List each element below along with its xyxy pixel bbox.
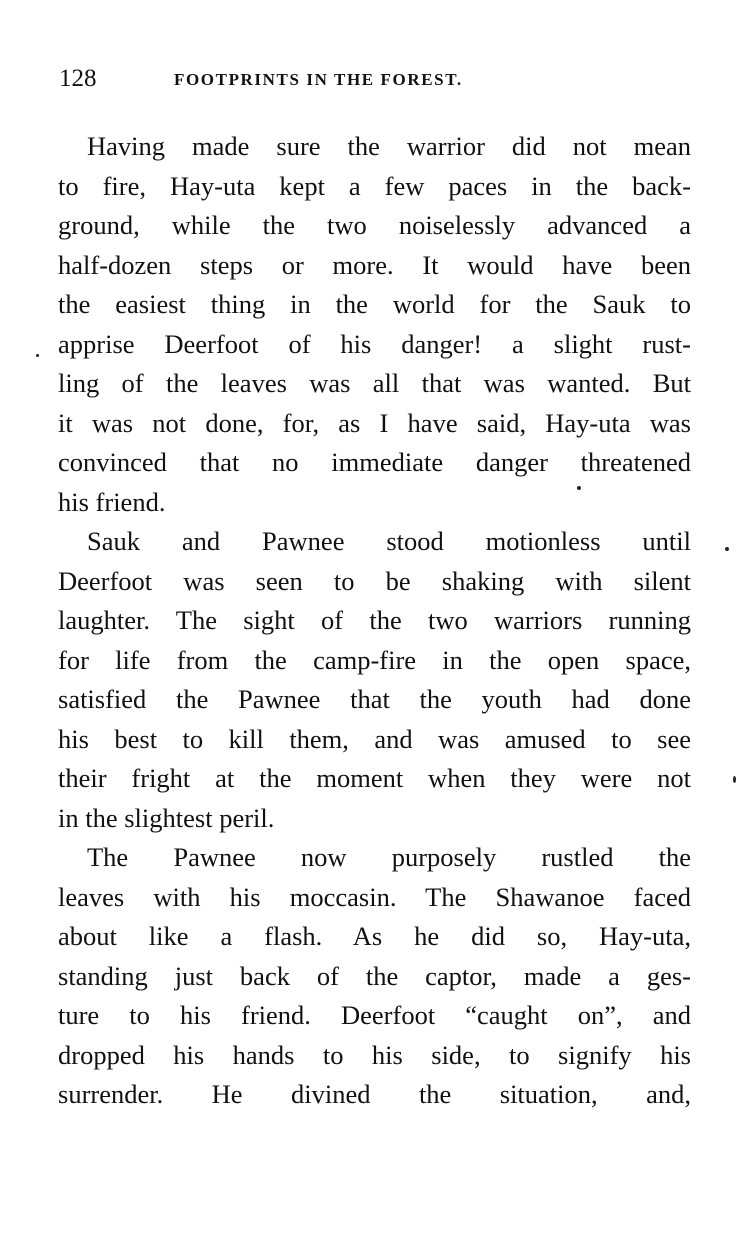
text-line: ture to his friend. Deerfoot “caught on”, and [58, 1000, 691, 1030]
scan-speck [577, 486, 581, 490]
body-text [58, 127, 691, 1115]
paragraph-2 [58, 522, 691, 838]
text-line: Sauk and Pawnee stood motionless until [87, 526, 691, 556]
text-line: it was not done, for, as I have said, Hay-uta was [58, 407, 691, 438]
text-line: half-dozen steps or more. It would have been [58, 249, 691, 280]
text-line: Having made sure the warrior did not mean [87, 131, 691, 161]
text-line: The Pawnee now purposely rustled the [87, 842, 691, 872]
text-line: his friend. [58, 486, 166, 517]
text-line: their fright at the moment when they were not [58, 763, 691, 793]
text-line: surrender. He divined the situation, and, [58, 1079, 691, 1109]
running-head [59, 64, 699, 94]
text-line: in the slightest peril. [58, 802, 275, 833]
text-line: his best to kill them, and was amused to see [58, 723, 691, 754]
scan-speck [36, 354, 39, 357]
text-line: ling of the leaves was all that was wanted. But [58, 368, 691, 398]
running-title: FOOTPRINTS IN THE FOREST. [174, 70, 463, 89]
text-line: about like a flash. As he did so, Hay-uta, [58, 921, 691, 951]
paragraph-1 [58, 127, 691, 522]
text-line: standing just back of the captor, made a ges- [58, 960, 691, 991]
text-line: the easiest thing in the world for the Sauk to [58, 289, 691, 319]
text-line: for life from the camp-fire in the open space, [58, 644, 691, 675]
text-line: dropped his hands to his side, to signify his [58, 1039, 691, 1070]
page-number: 128 [59, 65, 97, 92]
paragraph-3 [58, 838, 691, 1115]
text-line: Deerfoot was seen to be shaking with silent [58, 565, 691, 596]
text-line: to fire, Hay-uta kept a few paces in the back- [58, 170, 691, 201]
scan-speck [725, 547, 729, 551]
text-line: satisfied the Pawnee that the youth had done [58, 684, 691, 714]
text-line: laughter. The sight of the two warriors running [58, 605, 691, 635]
text-line: leaves with his moccasin. The Shawanoe faced [58, 881, 691, 912]
text-line: apprise Deerfoot of his danger! a slight rust- [58, 328, 691, 359]
text-line: ground, while the two noiselessly advanced a [58, 210, 691, 240]
text-line: convinced that no immediate danger threatened [58, 447, 691, 477]
